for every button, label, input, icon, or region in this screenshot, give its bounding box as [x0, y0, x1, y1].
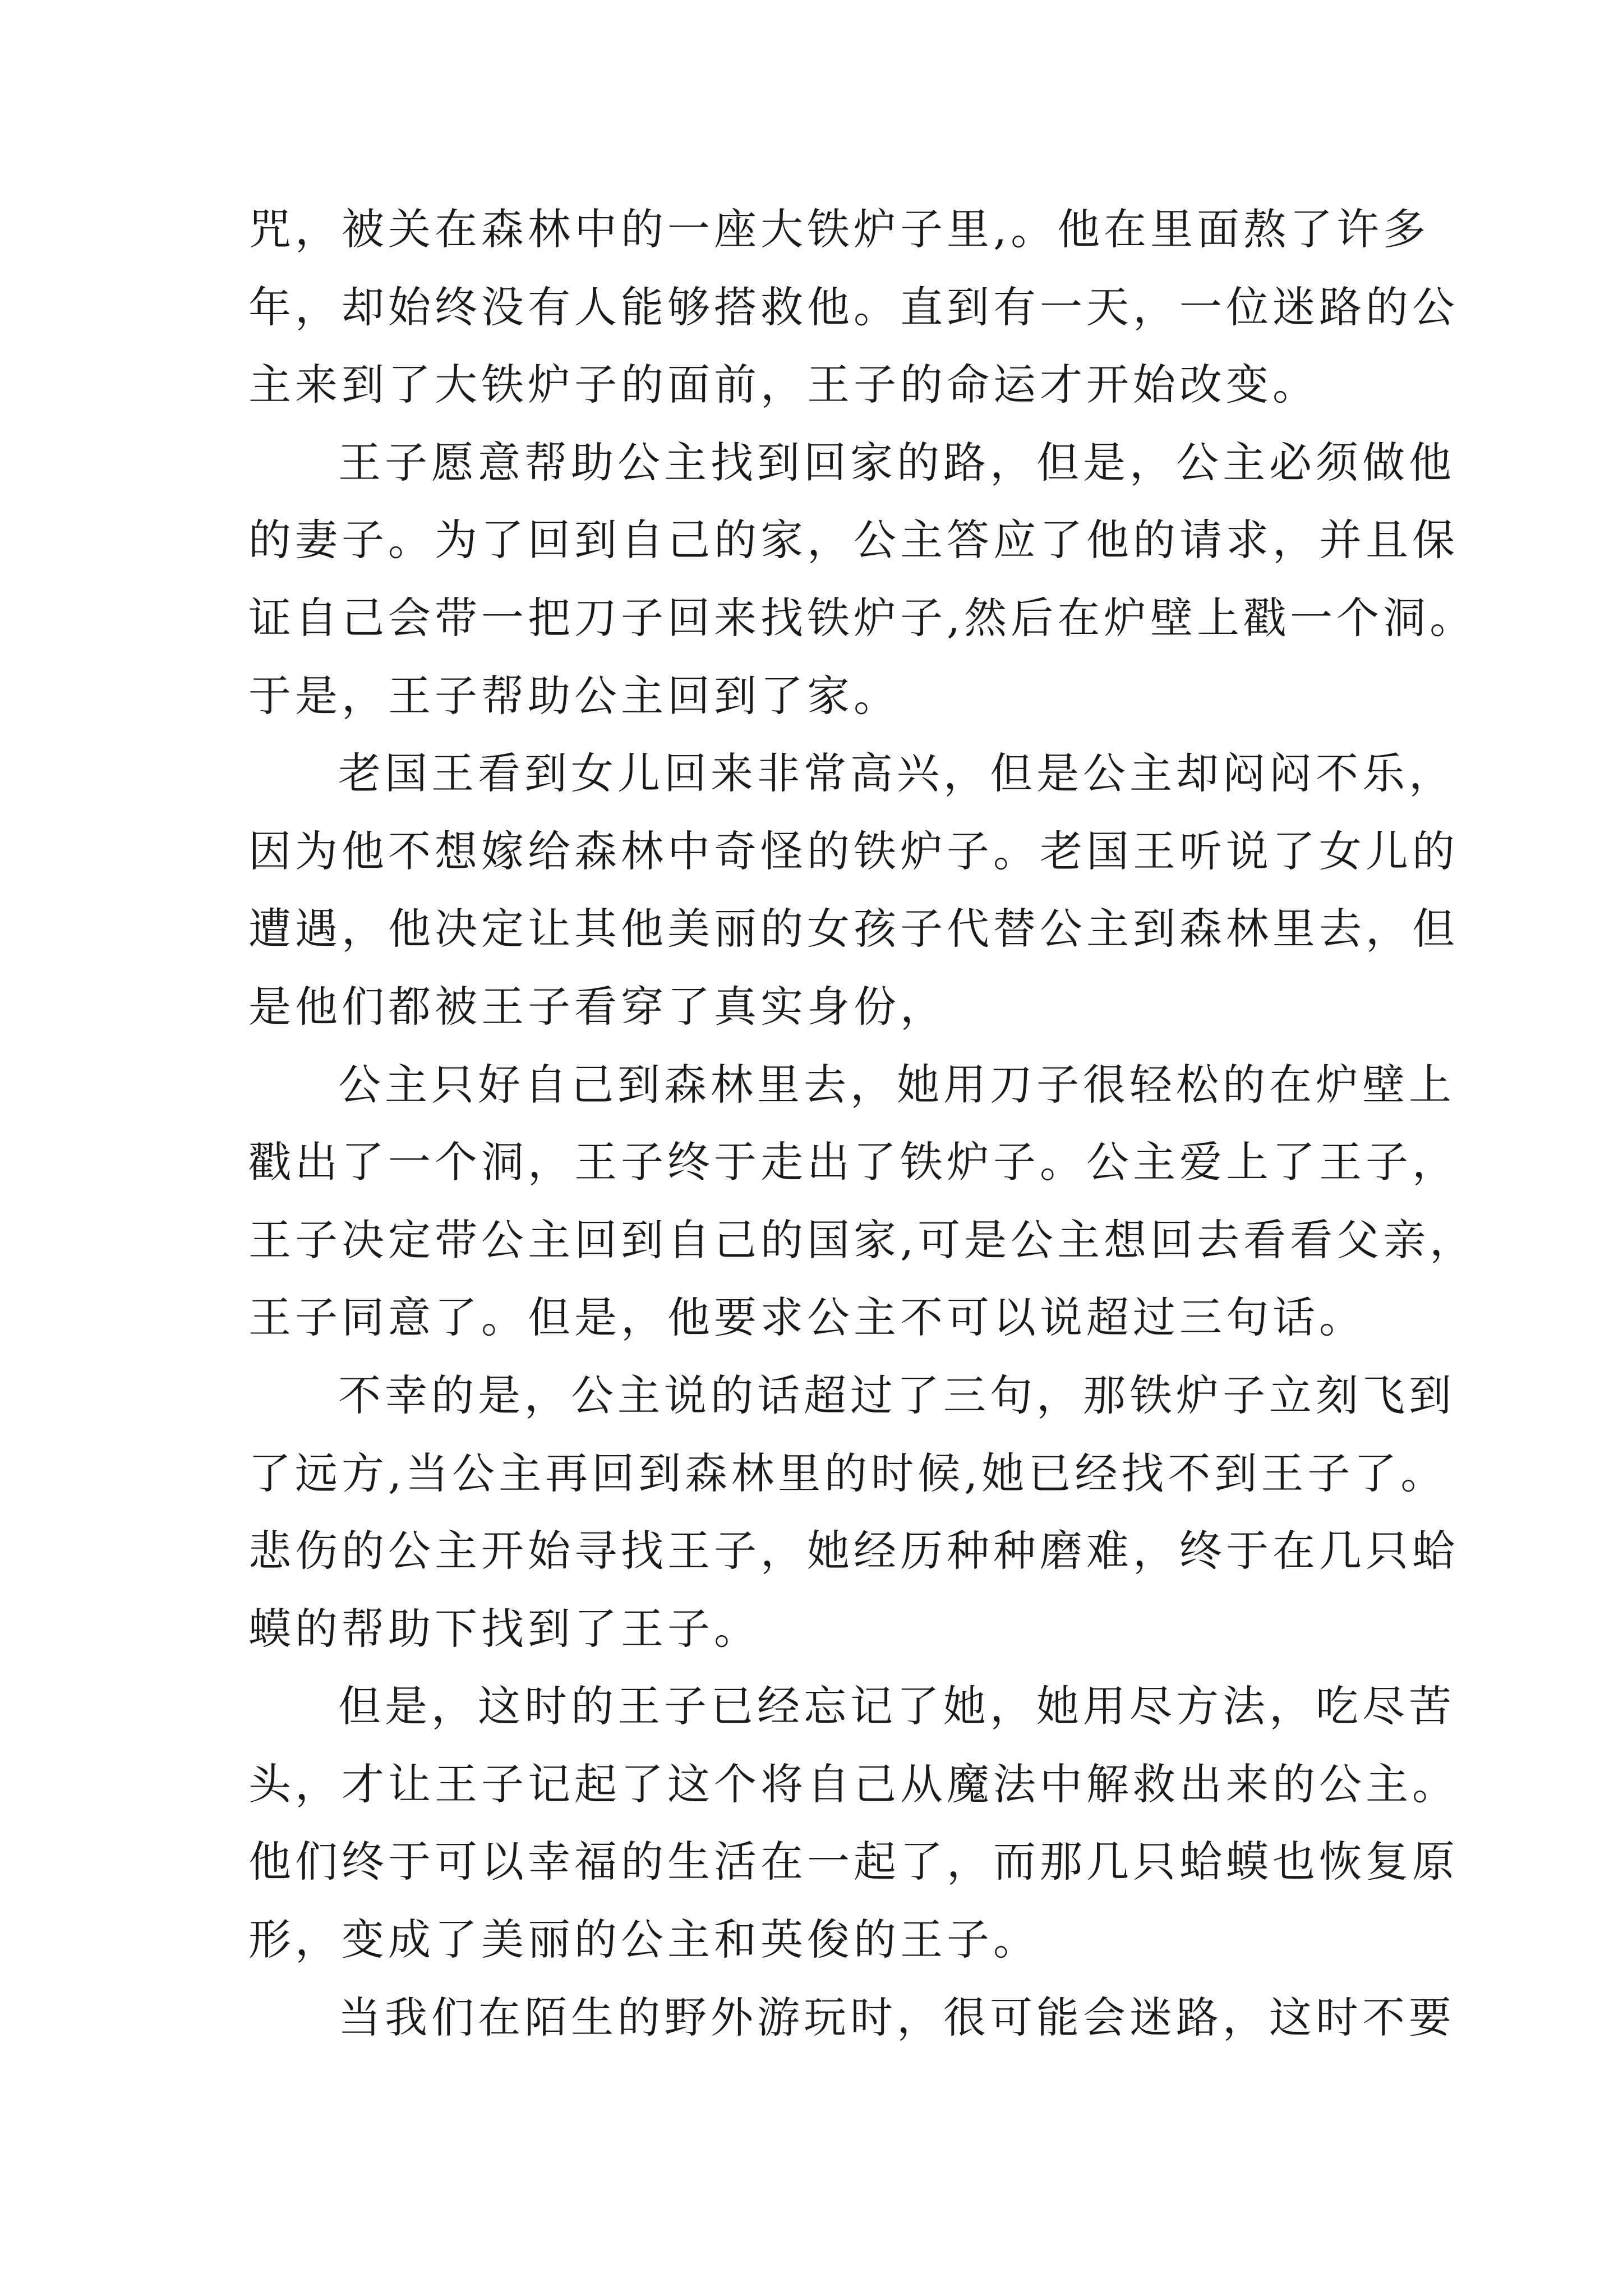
text-line: 主来到了大铁炉子的面前，王子的命运才开始改变。: [248, 360, 1319, 410]
text-line: 咒，被关在森林中的一座大铁炉子里,。他在里面熬了许多: [248, 204, 1430, 254]
text-line: 悲伤的公主开始寻找王子，她经历种种磨难，终于在几只蛤: [248, 1526, 1459, 1576]
text-line: 蟆的帮助下找到了王子。: [248, 1603, 760, 1654]
text-line: 因为他不想嫁给森林中奇怪的铁炉子。老国王听说了女儿的: [248, 826, 1459, 876]
text-line: 的妻子。为了回到自己的家，公主答应了他的请求，并且保: [248, 515, 1459, 565]
paragraph-first-line: 王子愿意帮助公主找到回家的路，但是，公主必须做他: [338, 437, 1455, 487]
paragraph-first-line: 但是，这时的王子已经忘记了她，她用尽方法，吃尽苦: [338, 1681, 1455, 1732]
text-line: 头，才让王子记起了这个将自己从魔法中解救出来的公主。: [248, 1759, 1459, 1809]
text-line: 证自己会带一把刀子回来找铁炉子,然后在炉壁上戳一个洞。: [248, 592, 1477, 643]
text-line: 遭遇，他决定让其他美丽的女孩子代替公主到森林里去，但: [248, 904, 1459, 954]
text-line: 是他们都被王子看穿了真实身份，: [248, 981, 947, 1032]
paragraph-first-line: 不幸的是，公主说的话超过了三句，那铁炉子立刻飞到: [338, 1370, 1455, 1420]
paragraph-first-line: 当我们在陌生的野外游玩时，很可能会迷路，这时不要: [338, 1992, 1455, 2042]
text-line: 他们终于可以幸福的生活在一起了，而那几只蛤蟆也恢复原: [248, 1837, 1459, 1887]
text-line: 形，变成了美丽的公主和英俊的王子。: [248, 1915, 1040, 1965]
document-body: [248, 191, 1477, 2056]
text-line: 王子决定带公主回到自己的国家,可是公主想回去看看父亲，: [248, 1214, 1477, 1265]
text-line: 了远方,当公主再回到森林里的时候,她已经找不到王子了。: [248, 1448, 1447, 1498]
paragraph-first-line: 公主只好自己到森林里去，她用刀子很轻松的在炉壁上: [338, 1059, 1455, 1110]
text-line: 戳出了一个洞，王子终于走出了铁炉子。公主爱上了王子，: [248, 1137, 1459, 1188]
text-line: 于是，王子帮助公主回到了家。: [248, 670, 900, 721]
text-line: 王子同意了。但是，他要求公主不可以说超过三句话。: [248, 1292, 1366, 1343]
paragraph-first-line: 老国王看到女儿回来非常高兴，但是公主却闷闷不乐，: [338, 748, 1455, 799]
text-line: 年，却始终没有人能够搭救他。直到有一天，一位迷路的公: [248, 282, 1459, 332]
